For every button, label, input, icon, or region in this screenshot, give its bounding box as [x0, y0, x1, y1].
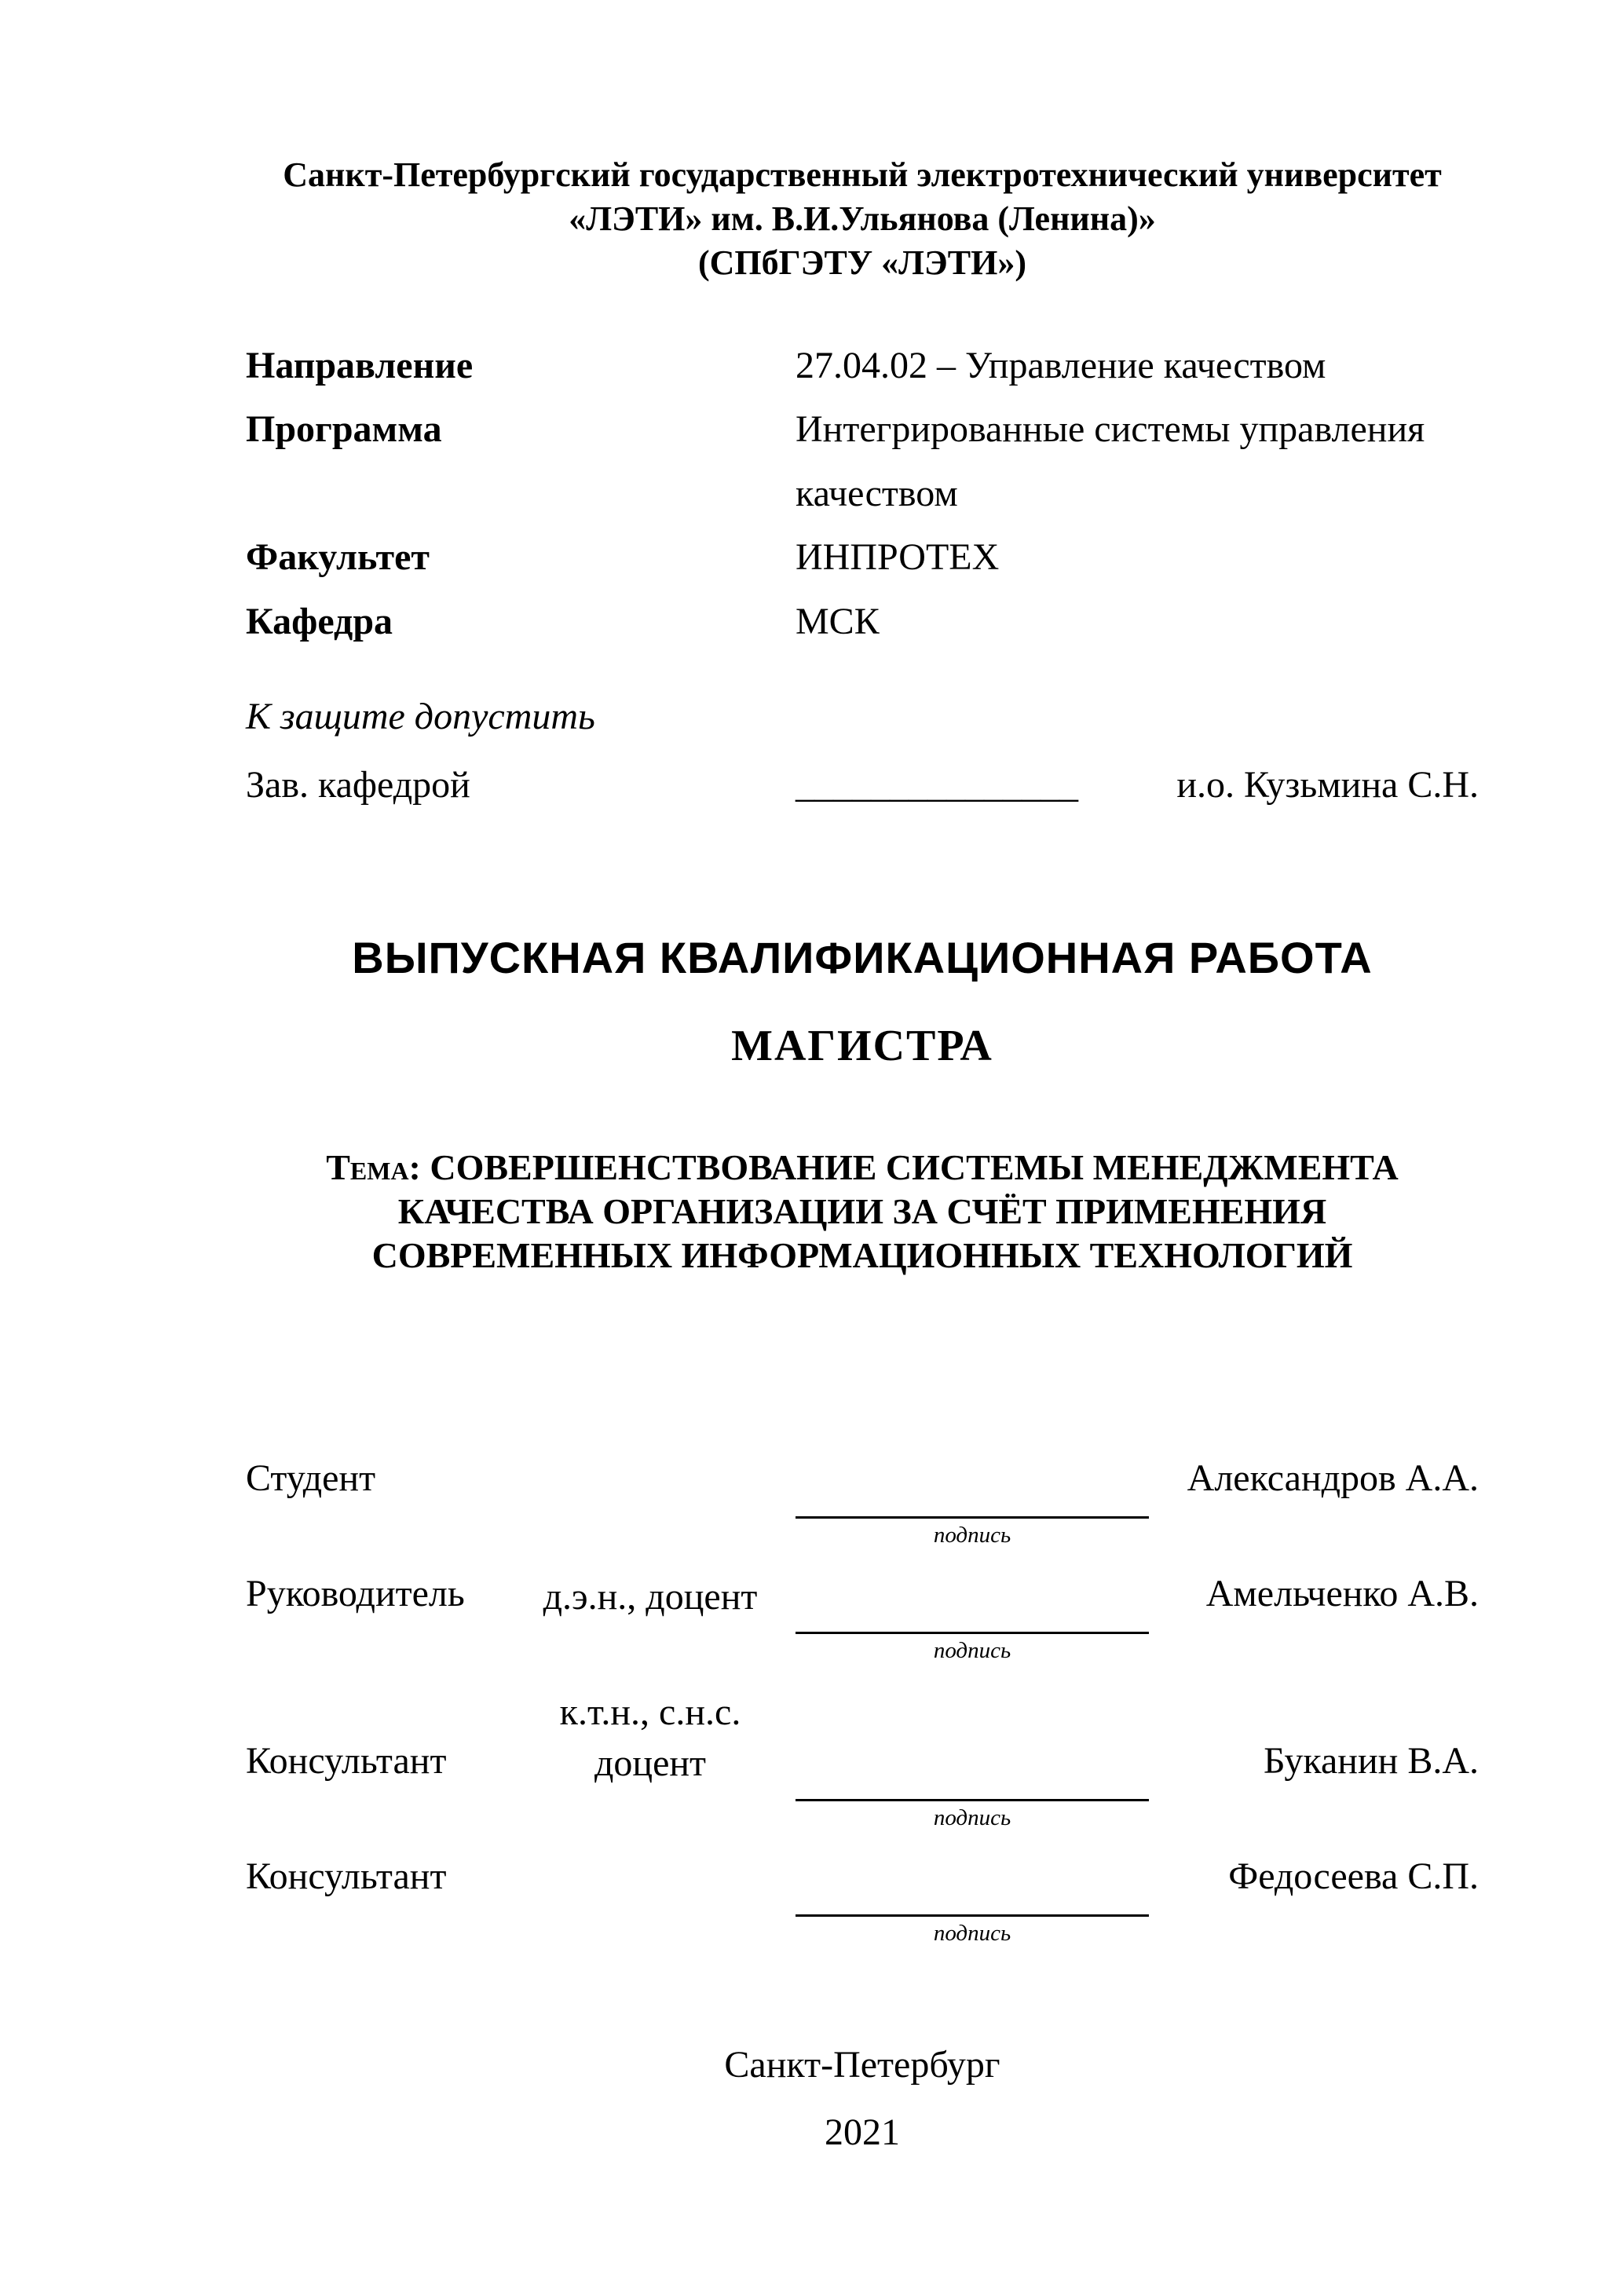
department-label: Кафедра: [246, 601, 393, 642]
student-role: Студент: [246, 1457, 376, 1500]
consultant2-role: Консультант: [246, 1855, 447, 1898]
consultant1-signature-cell: [796, 1687, 1149, 1831]
faculty-value: ИНПРОТЕХ: [796, 536, 1000, 579]
department-head-row: [246, 763, 1479, 806]
consultant1-degree: [505, 1687, 796, 1790]
consultant1-degree-line1: к.т.н., с.н.с.: [559, 1691, 741, 1734]
consultant1-signature-line: [796, 1799, 1149, 1801]
student-signature-line: [796, 1516, 1149, 1519]
supervisor-signature-caption: подпись: [933, 1638, 1011, 1664]
signature-block: [246, 1457, 1479, 1947]
department-value: МСК: [796, 601, 880, 642]
consultant1-degree-line2: доцент: [594, 1742, 707, 1784]
signature-row-consultant-1: [246, 1687, 1479, 1831]
program-label: Программа: [246, 408, 442, 451]
student-signature-cell: [796, 1457, 1149, 1548]
work-title-line1: ВЫПУСКНАЯ КВАЛИФИКАЦИОННАЯ РАБОТА: [352, 932, 1373, 982]
thesis-theme: [262, 1146, 1463, 1278]
theme-label: Тема:: [326, 1146, 421, 1187]
consultant2-signature-cell: [796, 1855, 1149, 1947]
footer-city: Санкт-Петербург: [724, 2044, 1000, 2086]
university-name-line3: (СПбГЭТУ «ЛЭТИ»): [698, 243, 1026, 282]
signature-row-student: [246, 1457, 1479, 1548]
work-title-line2: МАГИСТРА: [731, 1021, 993, 1070]
university-name-line2: «ЛЭТИ» им. В.И.Ульянова (Ленина)»: [569, 199, 1156, 238]
consultant2-name: Федосеева С.П.: [1228, 1855, 1479, 1898]
supervisor-name: Амельченко А.В.: [1205, 1573, 1479, 1615]
supervisor-signature-line: [796, 1632, 1149, 1634]
supervisor-signature-cell: [796, 1572, 1149, 1664]
university-name-line1: Санкт-Петербургский государственный электротехнический университет: [283, 155, 1442, 194]
faculty-label: Факультет: [246, 536, 430, 579]
consultant1-signature-caption: подпись: [933, 1805, 1011, 1831]
consultant1-name: Буканин В.А.: [1263, 1740, 1479, 1782]
consultant1-role: Консультант: [246, 1740, 447, 1782]
consultant2-signature-line: [796, 1914, 1149, 1917]
footer-year: 2021: [825, 2111, 900, 2153]
footer: [246, 2031, 1479, 2166]
supervisor-role: Руководитель: [246, 1573, 465, 1615]
student-signature-caption: подпись: [933, 1523, 1011, 1548]
signature-row-consultant-2: [246, 1855, 1479, 1947]
admission-permit-line: К защите допустить: [246, 695, 595, 737]
program-info-table: [246, 334, 1479, 654]
signature-row-supervisor: [246, 1572, 1479, 1664]
department-head-signature-line: _______________: [796, 763, 1078, 806]
department-head-name: и.о. Кузьмина С.Н.: [1176, 763, 1479, 806]
theme-text: СОВЕРШЕНСТВОВАНИЕ СИСТЕМЫ МЕНЕДЖМЕНТА КАЧЕСТВА ОРГАНИЗАЦИИ ЗА СЧЁТ ПРИМЕНЕНИЯ СОВРЕМЕННЫХ ИНФОРМАЦИОННЫХ ТЕХНОЛОГИЙ: [371, 1146, 1399, 1275]
supervisor-degree: д.э.н., доцент: [543, 1576, 758, 1618]
student-name: Александров А.А.: [1187, 1457, 1479, 1500]
direction-value: 27.04.02 – Управление качеством: [796, 344, 1326, 386]
department-head-role: Зав. кафедрой: [246, 763, 470, 806]
university-header: [246, 153, 1479, 285]
program-value: Интегрированные системы управления качеством: [796, 408, 1425, 514]
direction-label: Направление: [246, 344, 474, 386]
consultant2-signature-caption: подпись: [933, 1921, 1011, 1947]
